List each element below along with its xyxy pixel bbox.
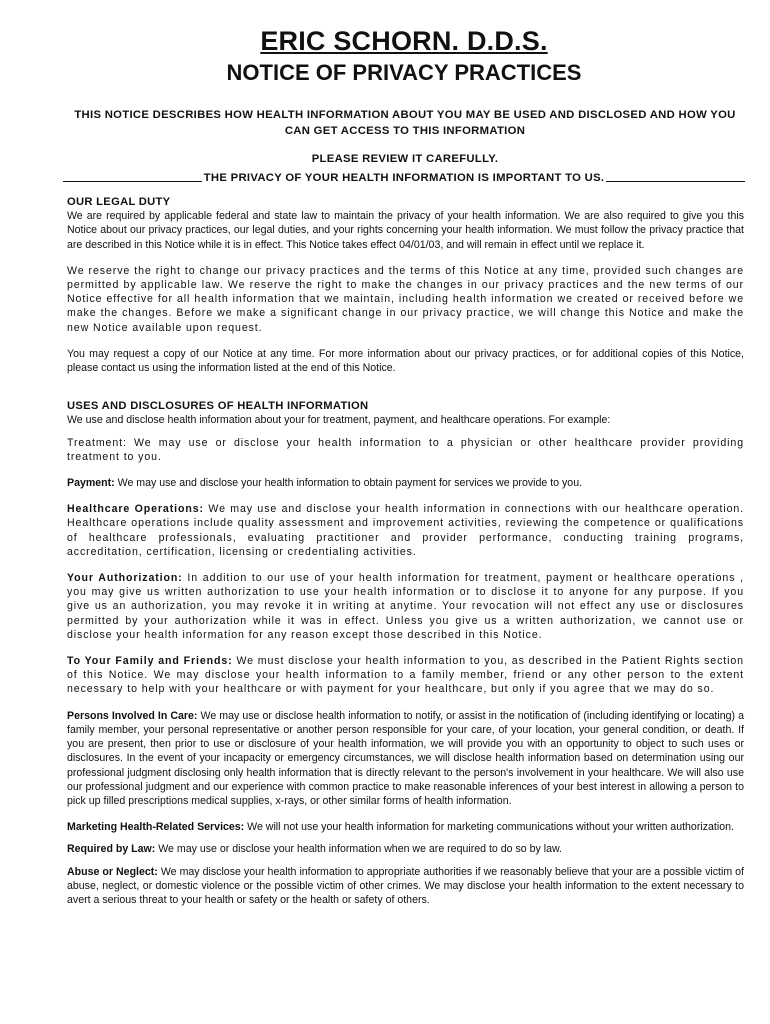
law-label: Required by Law: (67, 843, 156, 856)
uses-section (67, 399, 744, 907)
uses-heading: USES AND DISCLOSURES OF HEALTH INFORMATION (67, 400, 369, 413)
legal-duty-heading: OUR LEGAL DUTY (67, 196, 171, 208)
notice-description: THIS NOTICE DESCRIBES HOW HEALTH INFORMATION ABOUT YOU MAY BE USED AND DISCLOSED AND HOW YOU CAN GET ACCESS TO THIS INFORMATION (74, 109, 736, 137)
payment-label: Payment: (67, 477, 115, 490)
payment-text: We may use and disclose your health information to obtain payment for services we provide to you. (114, 477, 583, 490)
marketing-label: Marketing Health-Related Services: (67, 821, 245, 834)
legal-duty-paragraph-1: We are required by applicable federal and state law to maintain the privacy of your health information. We are also required to give you this Notice about our privacy practices, our legal duties, and your rights concerning your health information. We must follow the privacy practice that are described in this Notice while it is in effect. This Notice takes effect 04/01/03, and will remain in effect until we replace it. (67, 210, 744, 251)
privacy-importance-line (63, 171, 745, 184)
privacy-importance-text: THE PRIVACY OF YOUR HEALTH INFORMATION IS IMPORTANT TO US. (203, 172, 605, 184)
legal-duty-paragraph-2: We reserve the right to change our privacy practices and the terms of this Notice at any time, provided such changes are permitted by applicable law. We reserve the right to make the changes in our privacy practices and the new terms of our Notice effective for all health information that we maintain, including health information we created or received before we make the changes. Before we make a significant change in our privacy practice, we will change this Notice and make the new Notice available upon request. (67, 264, 744, 334)
persons-paragraph (67, 709, 744, 808)
left-rule (63, 171, 202, 182)
law-paragraph (67, 842, 744, 856)
payment-paragraph (67, 476, 744, 490)
persons-text: We may use or disclose health information to notify, or assist in the notification of (including identifying or locating) a family member, your personal representative or another person responsible for your care, of your location, your general condition, or death. If you are present, then prior to use or disclosure of your health information, we will provide you with an opportunity to object to such uses or disclosures. In the event of your incapacity or emergency circumstances, we will disclose health information based on determination using our professional judgment disclosing only health information that is directly relevant to the person's involvement in your healthcare. We will also use our professional judgment and our experience with common practice to make reasonable inferences of your best interest in allowing a person to pick up filled prescriptions medical supplies, x-rays, or other similar forms of health information. (67, 709, 744, 807)
abuse-paragraph (67, 865, 744, 908)
operations-text: We may use and disclose your health information in connections with our healthcare operation. Healthcare operations include quality assessment and improvement activities, reviewing the competence or qualifications of healthcare professionals, evaluating practitioner and provider performance, conducting training programs, accreditation, certification, licensing or credentialing activities. (67, 503, 744, 558)
legal-duty-section (67, 195, 744, 375)
notice-title: NOTICE OF PRIVACY PRACTICES (226, 60, 582, 85)
uses-intro: We use and disclose health information about your for treatment, payment, and healthcare operations. For example: (67, 414, 611, 427)
authorization-label: Your Authorization: (67, 572, 183, 585)
treatment-paragraph: Treatment: We may use or disclose your health information to a physician or other healthcare provider providing treatment to you. (67, 436, 744, 463)
abuse-text: We may disclose your health information to appropriate authorities if we reasonably believe that your are a possible victim of abuse, neglect, or domestic violence or the possible victim of other crimes. We may disclose your health information to the extent necessary to avert a serious threat to your health or safety or the health or safety of others. (67, 865, 744, 906)
authorization-text: In addition to our use of your health information for treatment, payment or healthcare operations , you may give us written authorization to use your health information or to disclose it to anyone for any purpose. If you give us an authorization, you may revoke it in writing at anytime. Your revocation will not effect any use or disclosures permitted by your authorization while it was in effect. Unless you give us a written authorization, we cannot use or disclose your health information for any reason except those described in this Notice. (67, 572, 745, 641)
operations-label: Healthcare Operations: (67, 503, 204, 516)
persons-label: Persons Involved In Care: (67, 709, 198, 722)
law-text: We may use or disclose your health information when we are required to do so by law. (155, 843, 562, 856)
operations-paragraph (67, 502, 744, 559)
marketing-paragraph (67, 820, 744, 834)
marketing-text: We will not use your health information for marketing communications without your written authorization. (244, 821, 734, 834)
notice-body (67, 195, 744, 919)
authorization-paragraph (67, 571, 744, 642)
right-rule (606, 171, 745, 182)
family-text: We must disclose your health information to you, as described in the Patient Rights section of this Notice. We may disclose your health information to a family member, friend or any other person to the extent necessary to help with your healthcare or with payment for your healthcare, but only if you agree that we may do so. (67, 655, 744, 696)
review-instruction: PLEASE REVIEW IT CAREFULLY. (311, 153, 499, 165)
family-paragraph (67, 654, 744, 697)
practice-name: ERIC SCHORN. D.D.S. (260, 26, 548, 56)
legal-duty-paragraph-3: You may request a copy of our Notice at any time. For more information about our privacy practices, or for additional copies of this Notice, please contact us using the information listed at the end of this Notice. (67, 347, 744, 375)
abuse-label: Abuse or Neglect: (67, 865, 158, 878)
family-label: To Your Family and Friends: (67, 655, 233, 668)
